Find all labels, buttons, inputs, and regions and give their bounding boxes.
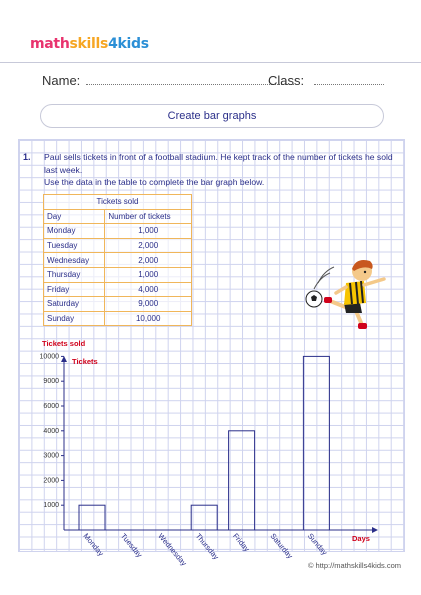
x-category-label: Saturday [268, 531, 295, 561]
chart-axes [61, 356, 378, 533]
question-line-2: Use the data in the table to complete the bar graph below. [44, 177, 265, 188]
table-cell-day: Tuesday [44, 238, 105, 253]
table-cell-value: 2,000 [105, 238, 192, 253]
y-tick-label: 10000 [39, 353, 59, 361]
x-category-label: Sunday [305, 531, 330, 557]
chart-title: Tickets sold [42, 339, 86, 348]
site-logo: mathskills4kids [30, 36, 149, 52]
y-tick-label: 9000 [43, 378, 59, 386]
question-number: 1. [23, 152, 31, 162]
worksheet-title: Create bar graphs [40, 104, 384, 128]
y-tick-label: 3000 [43, 452, 59, 460]
table-cell-value: 9,000 [105, 297, 192, 312]
table-caption: Tickets sold [44, 195, 192, 210]
table-cell-value: 4,000 [105, 282, 192, 297]
y-axis-label: Tickets [72, 357, 98, 366]
question-line-1: Paul sells tickets in front of a football stadium. He kept track of the number of tickets he sold last week. [44, 152, 393, 175]
y-tick-label: 6000 [43, 403, 59, 410]
chart-bars [79, 356, 329, 530]
x-category-label: Tuesday [118, 531, 145, 560]
bar-thursday [191, 505, 217, 530]
table-cell-value: 1,000 [105, 267, 192, 282]
x-axis-arrow [372, 527, 378, 533]
table-header-day: Day [44, 209, 105, 224]
y-tick-label: 2000 [43, 477, 59, 485]
class-label: Class: [268, 73, 305, 88]
y-tick-label: 4000 [43, 427, 59, 435]
copyright-footer: © http://mathskills4kids.com [307, 561, 401, 570]
table-cell-day: Thursday [44, 267, 105, 282]
table-cell-value: 10,000 [105, 311, 192, 326]
table-cell-day: Saturday [44, 297, 105, 312]
table-cell-day: Sunday [44, 311, 105, 326]
x-category-labels [81, 532, 329, 568]
table-cell-day: Monday [44, 224, 105, 239]
bar-friday [229, 431, 255, 530]
x-category-label: Friday [231, 531, 252, 554]
table-header-tickets: Number of tickets [105, 209, 192, 224]
bar-monday [79, 505, 105, 530]
table-cell-day: Friday [44, 282, 105, 297]
table-cell-value: 1,000 [105, 224, 192, 239]
bar-sunday [303, 356, 329, 530]
table-cell-day: Wednesday [44, 253, 105, 268]
x-category-label: Wednesday [156, 531, 189, 568]
y-tick-labels [40, 353, 64, 509]
y-tick-label: 1000 [43, 502, 59, 510]
x-category-label: Thursday [193, 531, 221, 562]
x-axis-label: Days [352, 534, 370, 543]
name-label: Name: [42, 73, 81, 88]
x-category-label: Monday [81, 531, 106, 558]
table-cell-value: 2,000 [105, 253, 192, 268]
